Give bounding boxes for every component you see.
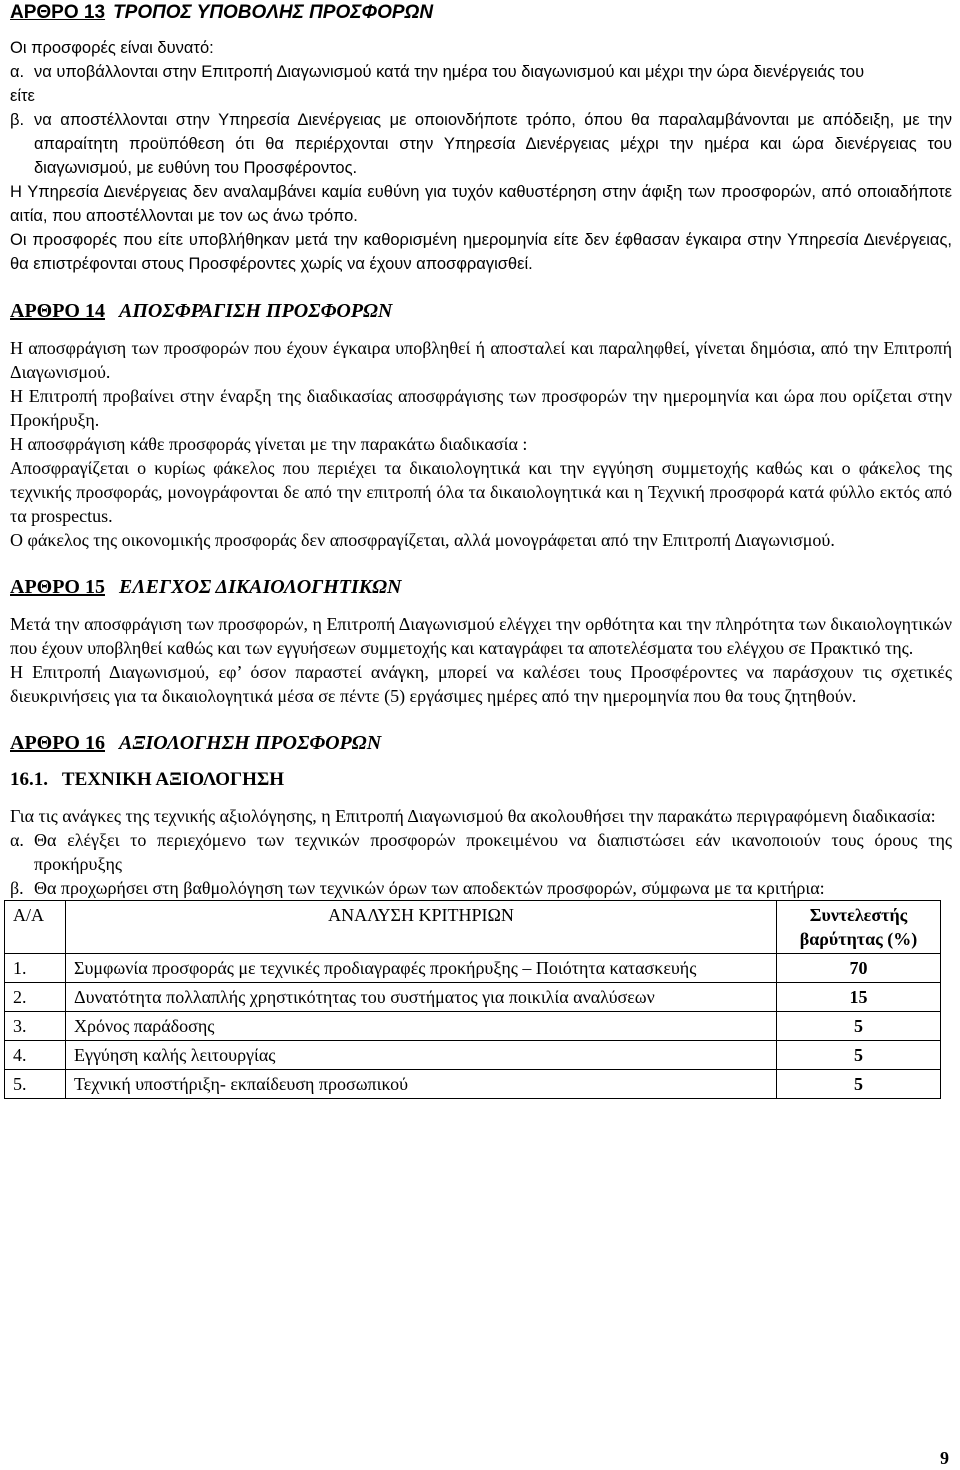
paragraph: Αποσφραγίζεται ο κυρίως φάκελος που περιέχει τα δικαιολογητικά και την εγγύηση συμμετοχής καθώς και ο φάκελος της τεχνικής προσφοράς, μονογράφονται δε από την επιτροπή όλα τα δικαιολογητικά και η Τεχνική προσφορά κατά φύλλο εκτός από τα prospectus. [10, 458, 952, 526]
article-number: ΑΡΘΡΟ 13 [10, 2, 106, 23]
header-index: Α/Α [5, 901, 66, 954]
row-description: Χρόνος παράδοσης [66, 1012, 777, 1041]
row-index: 1. [5, 954, 66, 983]
header-description: ΑΝΑΛΥΣΗ ΚΡΙΤΗΡΙΩΝ [66, 901, 777, 954]
row-index: 4. [5, 1041, 66, 1070]
header-weight: Συντελεστής βαρύτητας (%) [777, 901, 941, 954]
row-description: Δυνατότητα πολλαπλής χρηστικότητας του συστήματος για ποικιλία αναλύσεων [66, 983, 777, 1012]
page-number: 9 [940, 1448, 949, 1468]
paragraph: Η αποσφράγιση κάθε προσφοράς γίνεται με την παρακάτω διαδικασία : [10, 434, 528, 454]
row-weight: 5 [777, 1012, 941, 1041]
list-item-text: Θα προχωρήσει στη βαθμολόγηση των τεχνικών όρων των αποδεκτών προσφορών, σύμφωνα με τα κριτήρια: [34, 878, 825, 898]
paragraph: Η Επιτροπή προβαίνει στην έναρξη της διαδικασίας αποσφράγισης των προσφορών την ημερομηνία και ώρα που ορίζεται στην Προκήρυξη. [10, 386, 952, 430]
list-item [10, 876, 952, 900]
paragraph: Οι προσφορές είναι δυνατό: [10, 39, 214, 57]
table-row [5, 1012, 941, 1041]
list-item-text: να υποβάλλονται στην Επιτροπή Διαγωνισμού κατά την ημέρα του διαγωνισμού και μέχρι την ώρα διενέργειάς του [34, 63, 865, 81]
article-number: ΑΡΘΡΟ 15 [10, 576, 105, 598]
table-row [5, 954, 941, 983]
row-weight: 70 [777, 954, 941, 983]
list-item [10, 60, 952, 84]
article-13-heading [10, 0, 952, 26]
list-marker: α. [10, 830, 24, 850]
list-marker: β. [10, 878, 24, 898]
row-weight: 5 [777, 1041, 941, 1070]
paragraph: Η Επιτροπή Διαγωνισμού, εφ’ όσον παραστεί ανάγκη, μπορεί να καλέσει τους Προσφέροντες να παράσχουν τις σχετικές διευκρινήσεις για τα δικαιολογητικά μέσα σε πέντε (5) εργάσιμες ημέρες από την ημερομηνία που θα τους ζητηθούν. [10, 662, 952, 706]
row-description: Εγγύηση καλής λειτουργίας [66, 1041, 777, 1070]
article-14-heading [10, 298, 952, 324]
article-title: ΤΡΟΠΟΣ ΥΠΟΒΟΛΗΣ ΠΡΟΣΦΟΡΩΝ [113, 2, 434, 23]
article-number: ΑΡΘΡΟ 14 [10, 300, 105, 322]
paragraph: Για τις ανάγκες της τεχνικής αξιολόγησης, η Επιτροπή Διαγωνισμού θα ακολουθήσει την παρακάτω περιγραφόμενη διαδικασία: [10, 806, 936, 826]
table-header-row [5, 901, 941, 954]
sub-heading: 16.1. ΤΕΧΝΙΚΗ ΑΞΙΟΛΟΓΗΣΗ [10, 769, 285, 790]
list-item-text: Θα ελέγξει το περιεχόμενο των τεχνικών προσφορών προκειμένου να διαπιστώσει εάν ικανοποιούν τους όρους της προκήρυξης [34, 830, 952, 874]
paragraph: Οι προσφορές που είτε υποβλήθηκαν μετά την καθορισμένη ημερομηνία είτε δεν έφθασαν έγκαιρα στην Υπηρεσία Διενέργειας, θα επιστρέφονται στους Προσφέροντες χωρίς να έχουν αποσφραγισθεί. [10, 231, 952, 273]
row-description: Τεχνική υποστήριξη- εκπαίδευση προσωπικού [66, 1070, 777, 1099]
list-item [10, 828, 952, 876]
paragraph: Μετά την αποσφράγιση των προσφορών, η Επιτροπή Διαγωνισμού ελέγχει την ορθότητα και την πληρότητα των δικαιολογητικών που έχουν υποβληθεί καθώς και των εγγυήσεων συμμετοχής και καταγράφει τα αποτελέσματα του ελέγχου σε Πρακτικό της. [10, 614, 952, 658]
criteria-table [4, 900, 941, 1099]
paragraph: είτε [10, 87, 35, 105]
paragraph: Η Υπηρεσία Διενέργειας δεν αναλαμβάνει καμία ευθύνη για τυχόν καθυστέρηση στην άφιξη των προσφορών, από οποιαδήποτε αιτία, που αποστέλλονται με τον ως άνω τρόπο. [10, 183, 952, 225]
paragraph: Η αποσφράγιση των προσφορών που έχουν έγκαιρα υποβληθεί ή αποσταλεί και παραληφθεί, γίνεται δημόσια, από την Επιτροπή Διαγωνισμού. [10, 338, 952, 382]
article-title: ΑΞΙΟΛΟΓΗΣΗ ΠΡΟΣΦΟΡΩΝ [119, 732, 382, 754]
row-description: Συμφωνία προσφοράς με τεχνικές προδιαγραφές προκήρυξης – Ποιότητα κατασκευής [66, 954, 777, 983]
row-weight: 5 [777, 1070, 941, 1099]
paragraph: Ο φάκελος της οικονομικής προσφοράς δεν αποσφραγίζεται, αλλά μονογράφεται από την Επιτροπή Διαγωνισμού. [10, 530, 835, 550]
row-index: 2. [5, 983, 66, 1012]
article-title: ΑΠΟΣΦΡΑΓΙΣΗ ΠΡΟΣΦΟΡΩΝ [119, 300, 393, 322]
article-number: ΑΡΘΡΟ 16 [10, 732, 105, 754]
article-15-heading [10, 574, 952, 600]
row-index: 3. [5, 1012, 66, 1041]
row-index: 5. [5, 1070, 66, 1099]
document-page [10, 0, 952, 1099]
list-item [10, 108, 952, 180]
row-weight: 15 [777, 983, 941, 1012]
table-row [5, 983, 941, 1012]
table-row [5, 1041, 941, 1070]
list-marker: β. [10, 111, 25, 129]
list-marker: α. [10, 63, 25, 81]
table-row [5, 1070, 941, 1099]
list-item-text: να αποστέλλονται στην Υπηρεσία Διενέργειας με οποιονδήποτε τρόπο, όπου θα παραλαμβάνονται με απόδειξη, με την απαραίτητη προϋπόθεση ότι θα περιέρχονται στην Υπηρεσία Διενέργειας μέχρι την ημέρα και ώρα διενέργειας του διαγωνισμού, με ευθύνη του Προσφέροντος. [34, 111, 952, 177]
article-16-heading [10, 730, 952, 756]
article-title: ΕΛΕΓΧΟΣ ΔΙΚΑΙΟΛΟΓΗΤΙΚΩΝ [119, 576, 402, 598]
